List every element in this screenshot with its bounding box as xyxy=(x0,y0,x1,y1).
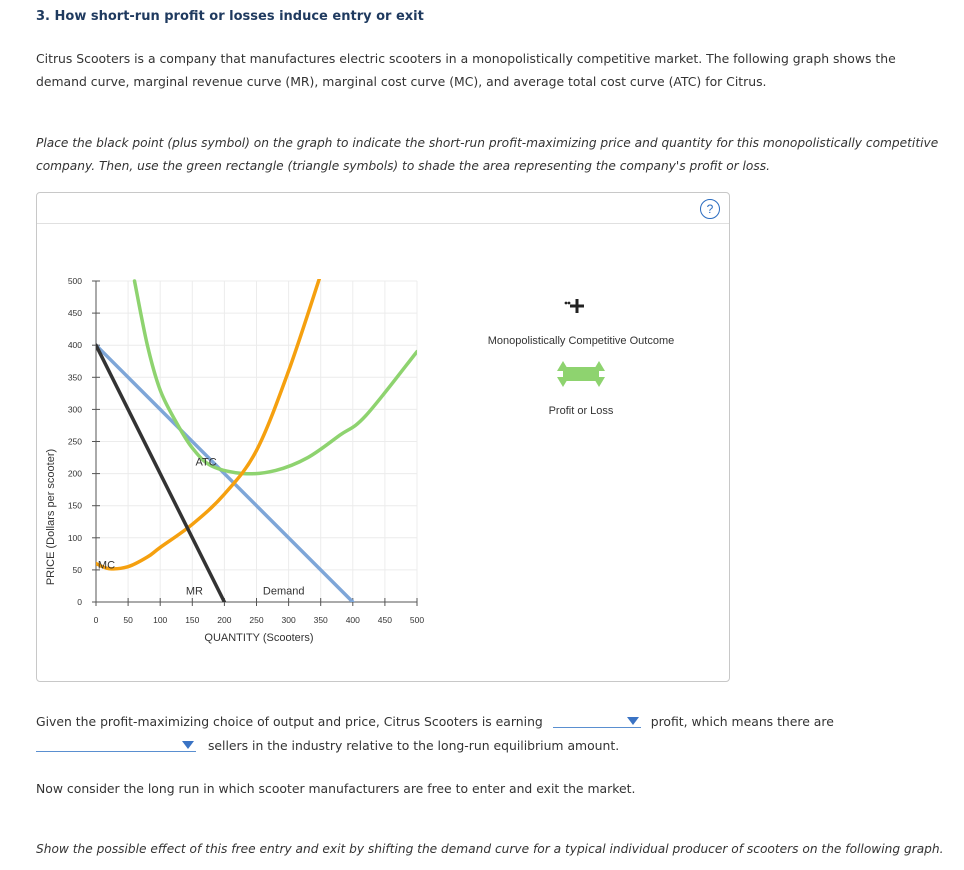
question-title: 3. How short-run profit or losses induce entry or exit xyxy=(36,9,424,24)
plus-point-icon xyxy=(565,299,584,313)
question-1 xyxy=(36,710,936,758)
x-tick-label: 250 xyxy=(249,615,264,625)
x-tick-label: 200 xyxy=(217,615,232,625)
y-tick-label: 50 xyxy=(72,564,82,575)
x-tick-label: 500 xyxy=(409,615,425,625)
y-tick-label: 250 xyxy=(67,436,82,447)
y-tick-label: 350 xyxy=(67,372,82,383)
curve-labels xyxy=(98,456,305,597)
q1-text-part1: Given the profit-maximizing choice of output and price, Citrus Scooters is earning xyxy=(36,714,543,729)
x-axis-label: QUANTITY (Scooters) xyxy=(204,632,314,644)
atc-label: ATC xyxy=(195,456,217,469)
graph-svg xyxy=(37,193,729,681)
y-tick-label: 400 xyxy=(67,340,82,351)
x-tick-label: 0 xyxy=(93,615,99,625)
x-tick-label: 450 xyxy=(377,615,392,625)
palette-rectangle-label: Profit or Loss xyxy=(548,405,614,417)
chevron-down-icon xyxy=(182,741,194,749)
y-tick-label: 300 xyxy=(67,404,82,415)
x-tick-label: 350 xyxy=(313,615,328,625)
demand-label: Demand xyxy=(262,585,305,598)
axes xyxy=(68,276,425,625)
graph-panel xyxy=(36,192,730,682)
palette-point-tool[interactable] xyxy=(565,299,584,313)
x-tick-label: 50 xyxy=(123,615,133,625)
x-tick-label: 100 xyxy=(153,615,168,625)
help-button[interactable]: ? xyxy=(700,199,720,219)
mr-label: MR xyxy=(185,585,203,598)
y-tick-label: 100 xyxy=(67,532,82,543)
y-tick-label: 150 xyxy=(67,500,82,511)
y-tick-label: 0 xyxy=(77,597,82,607)
graph-2-instruction: Show the possible effect of this free entry and exit by shifting the demand curve for a typical individual producer of scooters on the following graph. xyxy=(36,842,944,856)
q1-text-part2: profit, which means there are xyxy=(650,714,834,729)
mc-curve xyxy=(96,275,321,569)
palette-rectangle-tool[interactable] xyxy=(557,361,605,387)
y-tick-label: 200 xyxy=(67,468,82,479)
question-2: Now consider the long run in which scooter manufacturers are free to enter and exit the market. xyxy=(36,781,636,796)
y-tick-label: 450 xyxy=(67,308,82,319)
y-tick-label: 500 xyxy=(67,276,82,286)
question-intro: Citrus Scooters is a company that manufactures electric scooters in a monopolistically competitive market. The following graph shows the demand curve, marginal revenue curve (MR), marginal cost curve (MC), and average total cost curve (ATC) for Citrus. xyxy=(36,51,896,89)
x-tick-label: 400 xyxy=(345,615,360,625)
x-tick-label: 150 xyxy=(185,615,200,625)
chevron-down-icon xyxy=(627,717,639,725)
x-tick-label: 300 xyxy=(281,615,296,625)
q1-text-part3: sellers in the industry relative to the long-run equilibrium amount. xyxy=(207,738,620,753)
green-rectangle-icon xyxy=(557,361,605,387)
palette-point-label: Monopolistically Competitive Outcome xyxy=(487,335,675,347)
y-axis-label: PRICE (Dollars per scooter) xyxy=(45,448,57,586)
seller-count-dropdown[interactable] xyxy=(36,737,196,752)
profit-type-dropdown[interactable] xyxy=(553,713,641,728)
mc-label: MC xyxy=(97,559,116,572)
graph-instruction: Place the black point (plus symbol) on the graph to indicate the short-run profit-maximizing price and quantity for this monopolistically competitive company. Then, use the green rectangle (triangle symbols) to shade the area representing the company's profit or loss. xyxy=(36,136,939,173)
